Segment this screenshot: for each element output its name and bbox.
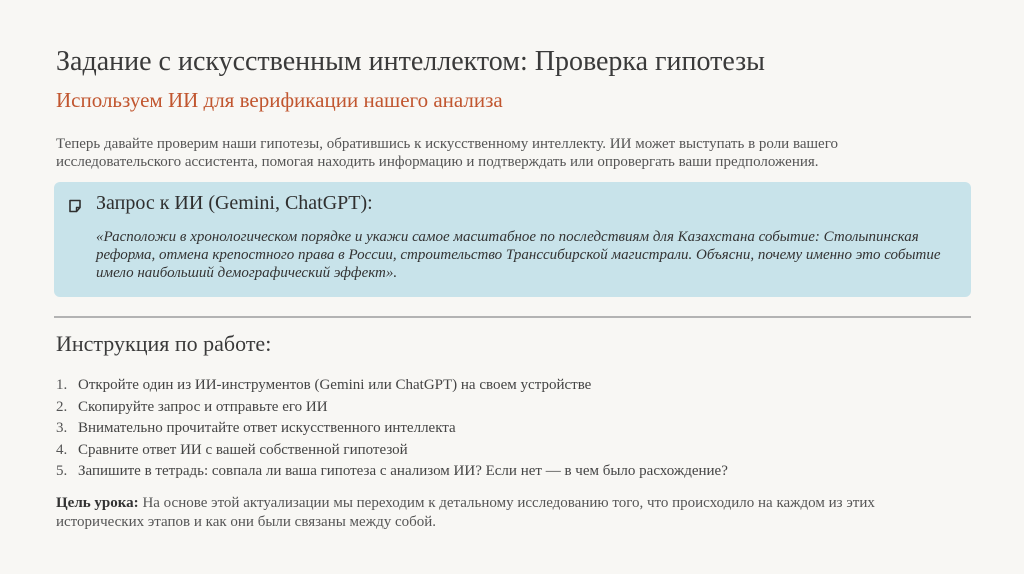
lesson-goal-label: Цель урока:: [56, 495, 139, 511]
note-icon: [68, 199, 82, 213]
step-number: 3.: [56, 420, 68, 437]
step-text: Скопируйте запрос и отправьте его ИИ: [78, 398, 328, 415]
slide-subtitle: Используем ИИ для верификации нашего анализа: [56, 88, 503, 112]
step-number: 4.: [56, 441, 68, 458]
step-text: Внимательно прочитайте ответ искусственного интеллекта: [78, 420, 456, 437]
list-item: [56, 440, 728, 462]
step-text: Запишите в тетрадь: совпала ли ваша гипотеза с анализом ИИ? Если нет — в чем было расхождение?: [78, 463, 728, 480]
section-divider: [54, 316, 971, 318]
ai-prompt-text: «Расположи в хронологическом порядке и укажи самое масштабное по последствиям для Казахстана событие: Столыпинская реформа, отмена крепостного права в России, строительство Транссибирской магистрали. Объясни, почему именно это событие имело наибольший демографический эффект».: [96, 229, 941, 281]
instructions-list: [56, 375, 728, 483]
list-item: [56, 397, 728, 419]
list-item: [56, 461, 728, 483]
step-number: 1.: [56, 377, 68, 394]
step-text: Сравните ответ ИИ с вашей собственной гипотезой: [78, 441, 408, 458]
step-number: 2.: [56, 398, 68, 415]
step-text: Откройте один из ИИ-инструментов (Gemini или ChatGPT) на своем устройстве: [78, 377, 592, 394]
callout-heading: Запрос к ИИ (Gemini, ChatGPT):: [96, 192, 373, 214]
intro-paragraph: Теперь давайте проверим наши гипотезы, обратившись к искусственному интеллекту. ИИ может выступать в роли вашего исследовательского ассистента, помогая находить информацию и подтверждать или опровергать ваши предположения.: [56, 136, 838, 170]
instructions-title: Инструкция по работе:: [56, 331, 272, 356]
list-item: [56, 418, 728, 440]
ai-prompt-callout: [54, 182, 971, 297]
list-item: [56, 375, 728, 397]
step-number: 5.: [56, 463, 68, 480]
lesson-goal-text: На основе этой актуализации мы переходим к детальному исследованию того, что происходило на каждом из этих исторических этапов и как они были связаны между собой.: [56, 495, 875, 530]
lesson-goal: [56, 494, 966, 532]
slide-title: Задание с искусственным интеллектом: Проверка гипотезы: [56, 46, 765, 77]
